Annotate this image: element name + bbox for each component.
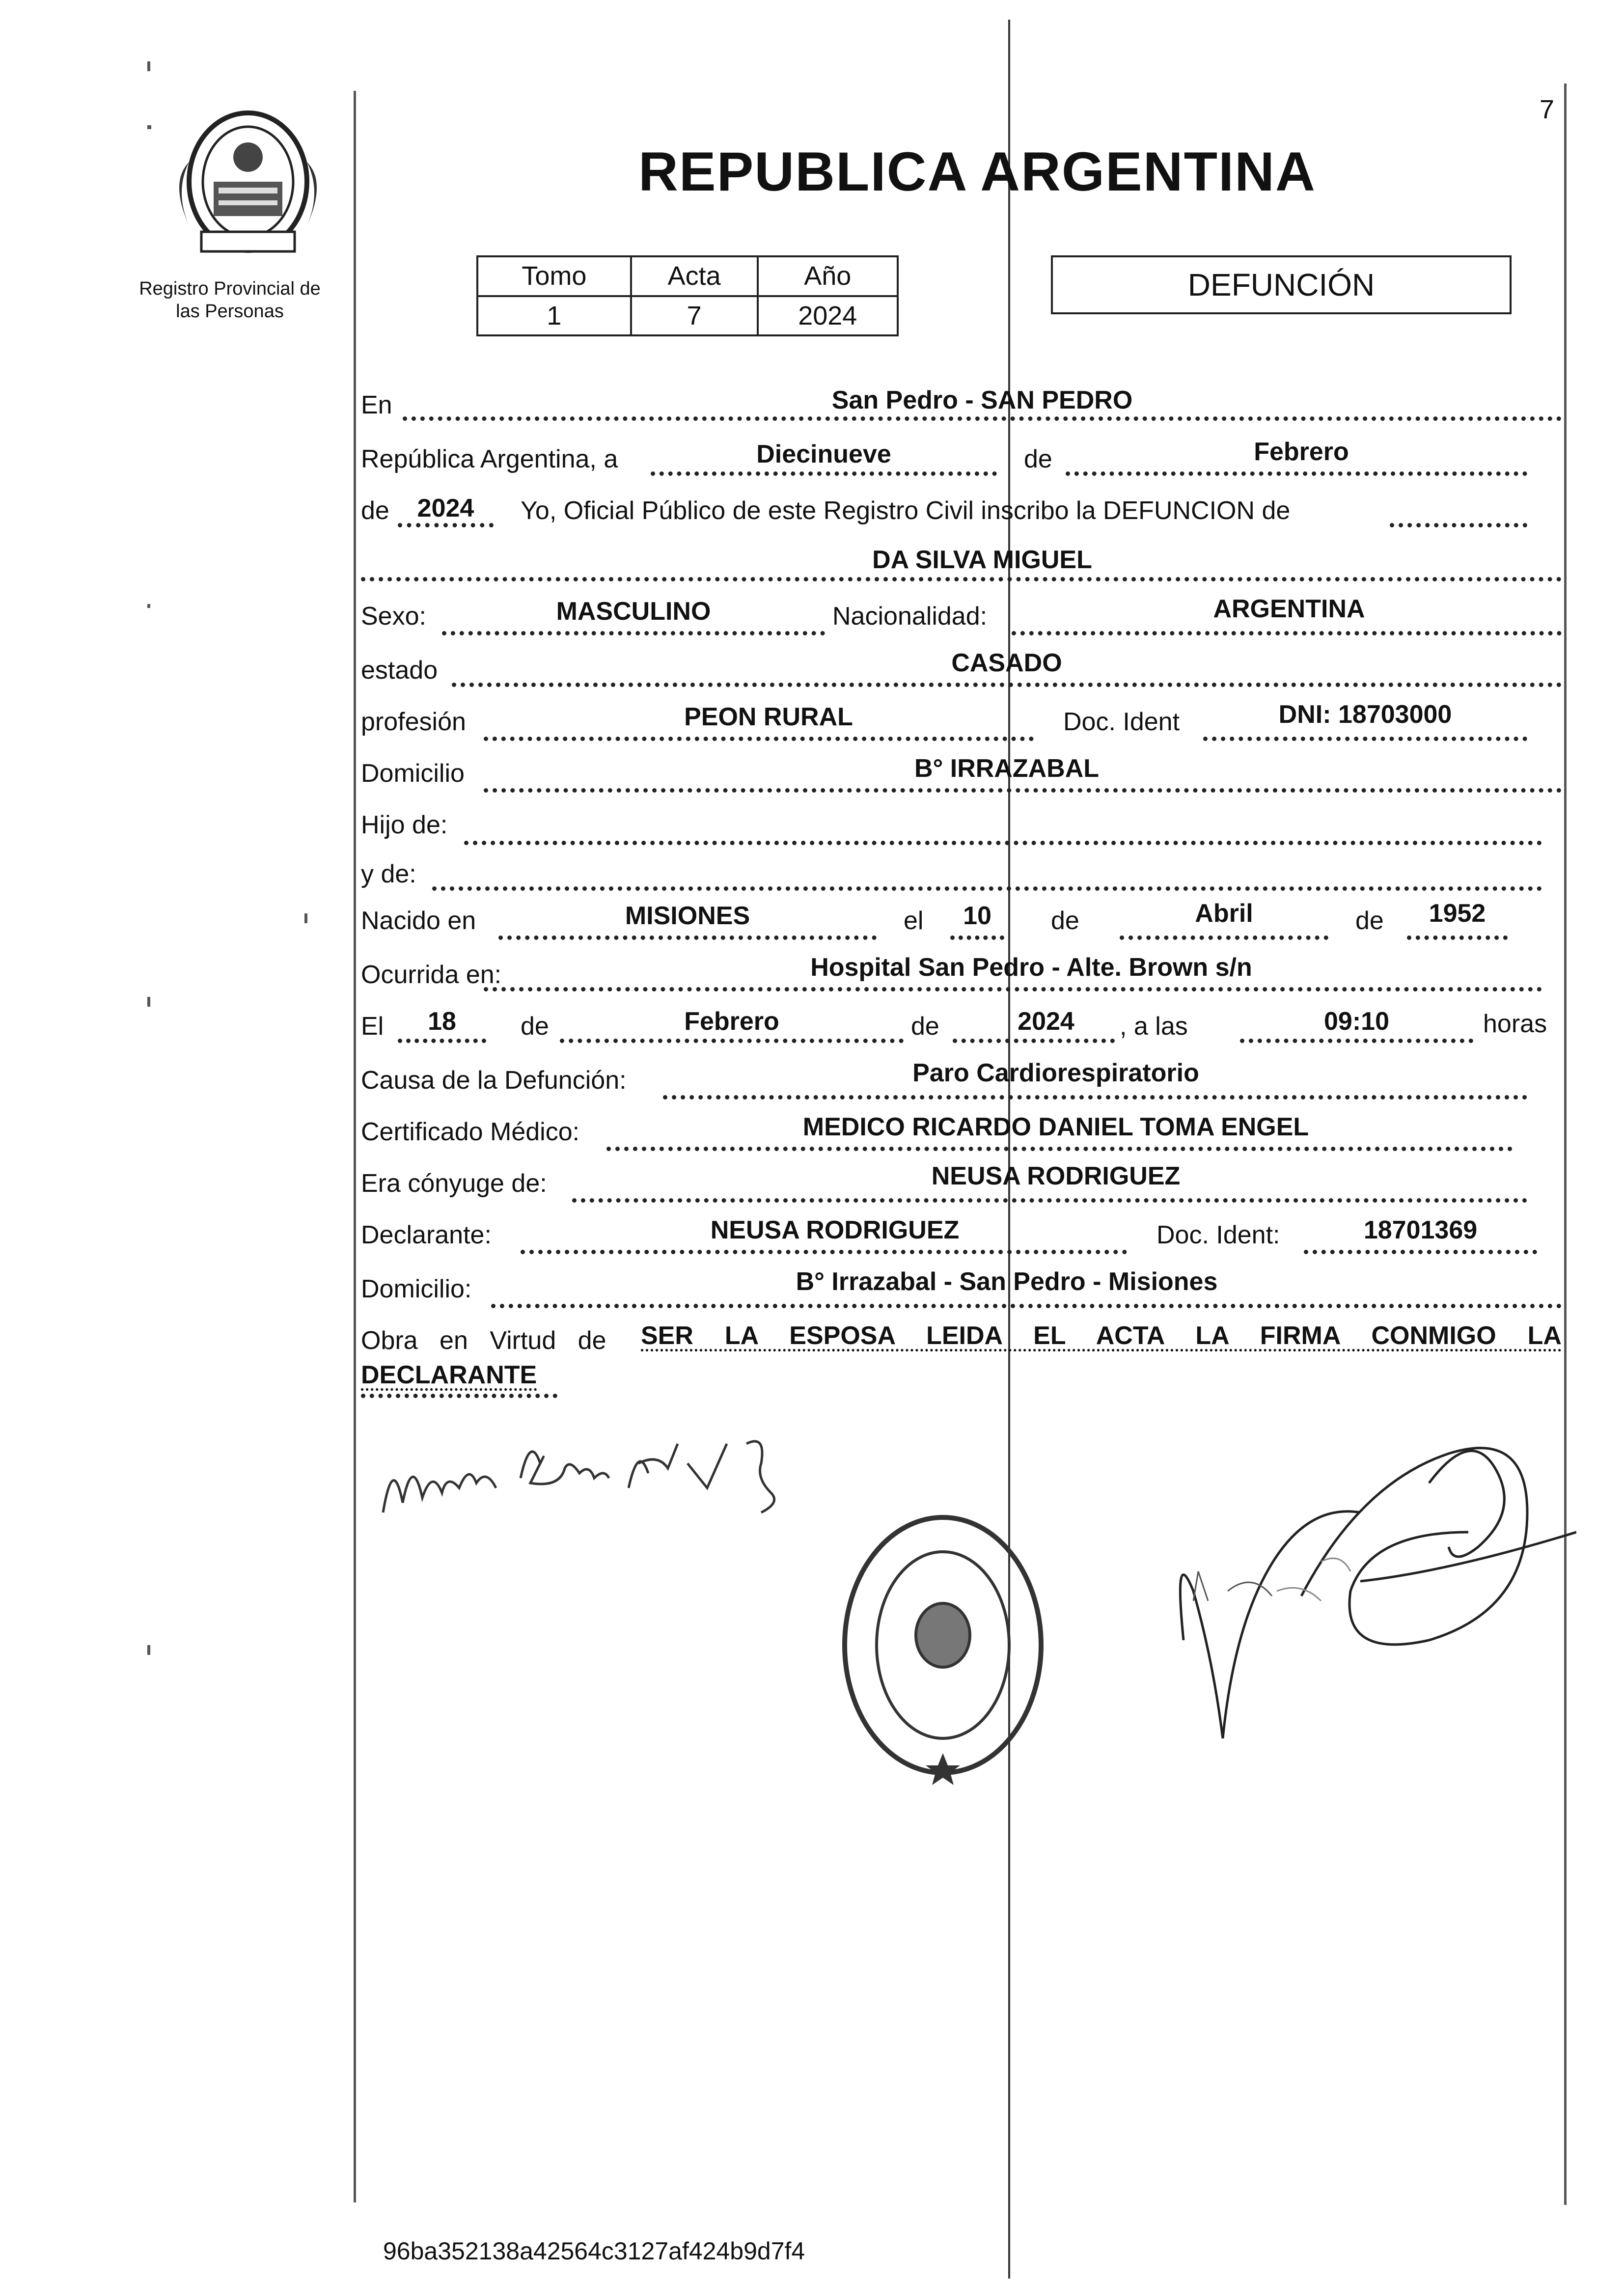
dotted-line	[432, 886, 1542, 891]
table-header-cell: Año	[758, 256, 898, 296]
table-cell: 7	[631, 296, 758, 336]
right-margin-rule	[1564, 83, 1567, 2205]
nombre-value: DA SILVA MIGUEL	[872, 546, 1092, 574]
table-header-cell: Acta	[631, 256, 758, 296]
dotted-line	[1304, 1250, 1537, 1254]
table-header-cell: Tomo	[477, 256, 631, 296]
def-dia-value: 18	[428, 1007, 456, 1036]
lugar-value: San Pedro - SAN PEDRO	[831, 386, 1133, 414]
def-anio-value: 2024	[1018, 1007, 1074, 1036]
nac-dia-value: 10	[963, 902, 991, 930]
estado-label: estado	[361, 656, 438, 685]
causa-label: Causa de la Defunción:	[361, 1066, 627, 1095]
stamp-inner-text	[884, 1679, 1002, 1680]
horas-label: horas	[1483, 1010, 1547, 1038]
obra-label: Obra en Virtud de	[361, 1326, 606, 1355]
dotted-line	[1066, 471, 1527, 476]
declaration-text: Yo, Oficial Público de este Registro Civil inscribo la DEFUNCION de	[521, 496, 1291, 525]
sexo-value: MASCULINO	[556, 597, 711, 626]
hora-value: 09:10	[1324, 1007, 1389, 1036]
sexo-label: Sexo:	[361, 602, 426, 631]
nacido-label: Nacido en	[361, 907, 476, 935]
dotted-line	[663, 1095, 1527, 1100]
domicilio-value: B° Irrazabal - San Pedro - Misiones	[796, 1267, 1218, 1296]
dotted-line	[484, 987, 1542, 991]
declarant-signature-icon	[373, 1414, 796, 1542]
dotted-line	[398, 1039, 486, 1043]
republica-label: República Argentina, a	[361, 445, 618, 473]
dotted-line	[361, 577, 1562, 581]
certificado-label: Certificado Médico:	[361, 1118, 580, 1146]
dotted-line	[1120, 935, 1328, 940]
nac-anio-value: 1952	[1429, 899, 1486, 928]
act-table	[476, 255, 899, 336]
page-title: REPUBLICA ARGENTINA	[638, 141, 1316, 202]
scan-speck	[147, 61, 150, 71]
el-label: El	[361, 1012, 384, 1041]
dotted-line	[1012, 631, 1562, 635]
dotted-line	[1407, 935, 1508, 940]
de-label: de	[1051, 907, 1079, 935]
causa-value: Paro Cardiorespiratorio	[912, 1059, 1199, 1087]
de-label: de	[911, 1012, 939, 1041]
official-stamp-icon	[825, 1498, 1061, 1792]
el-label: el	[904, 907, 924, 935]
scan-speck	[147, 997, 150, 1007]
left-margin-rule	[354, 91, 356, 2202]
en-label: En	[361, 391, 392, 419]
act-table-header-row	[477, 256, 898, 296]
table-cell: 1	[477, 296, 631, 336]
dotted-line	[560, 1039, 904, 1043]
de-label: de	[361, 496, 389, 525]
nacionalidad-value: ARGENTINA	[1213, 595, 1365, 623]
dotted-line	[452, 683, 1562, 687]
ocurrida-label: Ocurrida en:	[361, 961, 502, 989]
dia-value: Diecinueve	[756, 440, 891, 468]
registry-name: Registro Provincial de las Personas	[139, 278, 321, 322]
profesion-label: profesión	[361, 708, 466, 736]
dotted-line	[1203, 737, 1527, 741]
scan-speck	[304, 913, 307, 923]
nac-mes-value: Abril	[1195, 899, 1253, 928]
obra-value: DECLARANTE	[361, 1361, 537, 1389]
nacido-value: MISIONES	[625, 902, 750, 930]
de-label: de	[1024, 445, 1052, 473]
anio-value: 2024	[417, 494, 474, 522]
dotted-line	[442, 631, 825, 635]
domicilio-label: Domicilio	[361, 759, 465, 788]
conyuge-value: NEUSA RODRIGUEZ	[931, 1162, 1181, 1190]
scan-speck	[147, 1645, 150, 1655]
conyuge-label: Era cónyuge de:	[361, 1169, 547, 1198]
domicilio-label: Domicilio:	[361, 1275, 472, 1303]
doc-value: 18701369	[1363, 1216, 1478, 1244]
dotted-line	[606, 1147, 1513, 1151]
doc-value: DNI: 18703000	[1278, 700, 1452, 729]
document-hash: 96ba352138a42564c3127af424b9d7f4	[383, 2237, 805, 2265]
declarante-value: NEUSA RODRIGUEZ	[710, 1216, 960, 1244]
dotted-line	[484, 788, 1562, 793]
dotted-line	[361, 1394, 557, 1398]
official-signature-icon	[1154, 1385, 1576, 1787]
scan-speck	[147, 125, 151, 129]
dotted-line	[498, 935, 877, 940]
seal-text	[160, 265, 336, 266]
ocurrida-value: Hospital San Pedro - Alte. Brown s/n	[810, 953, 1252, 982]
dotted-line	[572, 1198, 1527, 1203]
scan-speck	[147, 604, 150, 608]
dotted-line	[464, 841, 1542, 845]
province-seal-icon	[160, 103, 336, 260]
dotted-line	[953, 1039, 1115, 1043]
table-cell: 2024	[758, 296, 898, 336]
def-mes-value: Febrero	[684, 1007, 779, 1036]
dotted-line	[1390, 523, 1527, 527]
de-label: de	[521, 1012, 549, 1041]
dotted-line	[521, 1250, 1127, 1254]
obra-value: SER LA ESPOSA LEIDA EL ACTA LA FIRMA CONMIGO LA	[641, 1321, 1562, 1350]
act-type-box: DEFUNCIÓN	[1051, 255, 1512, 314]
de-label: de	[1355, 907, 1384, 935]
dotted-line	[403, 416, 1562, 421]
dotted-line	[950, 935, 1004, 940]
mes-value: Febrero	[1254, 438, 1349, 466]
declarante-label: Declarante:	[361, 1221, 492, 1249]
nacionalidad-label: Nacionalidad:	[832, 602, 988, 631]
dotted-line	[651, 471, 997, 476]
domicilio-value: B° IRRAZABAL	[914, 754, 1100, 783]
estado-value: CASADO	[951, 649, 1062, 677]
yde-label: y de:	[361, 860, 416, 888]
dotted-line	[398, 523, 494, 527]
dotted-line	[491, 1304, 1562, 1308]
profesion-value: PEON RURAL	[684, 703, 853, 731]
doc-label: Doc. Ident	[1063, 708, 1180, 736]
hijo-label: Hijo de:	[361, 811, 448, 839]
certificado-value: MEDICO RICARDO DANIEL TOMA ENGEL	[802, 1113, 1309, 1141]
doc-label: Doc. Ident:	[1156, 1221, 1280, 1249]
dotted-line	[1240, 1039, 1473, 1043]
a-las-label: , a las	[1120, 1012, 1188, 1041]
dotted-line	[484, 737, 1034, 741]
page-number: 7	[1540, 95, 1555, 124]
act-table-value-row	[477, 296, 898, 336]
